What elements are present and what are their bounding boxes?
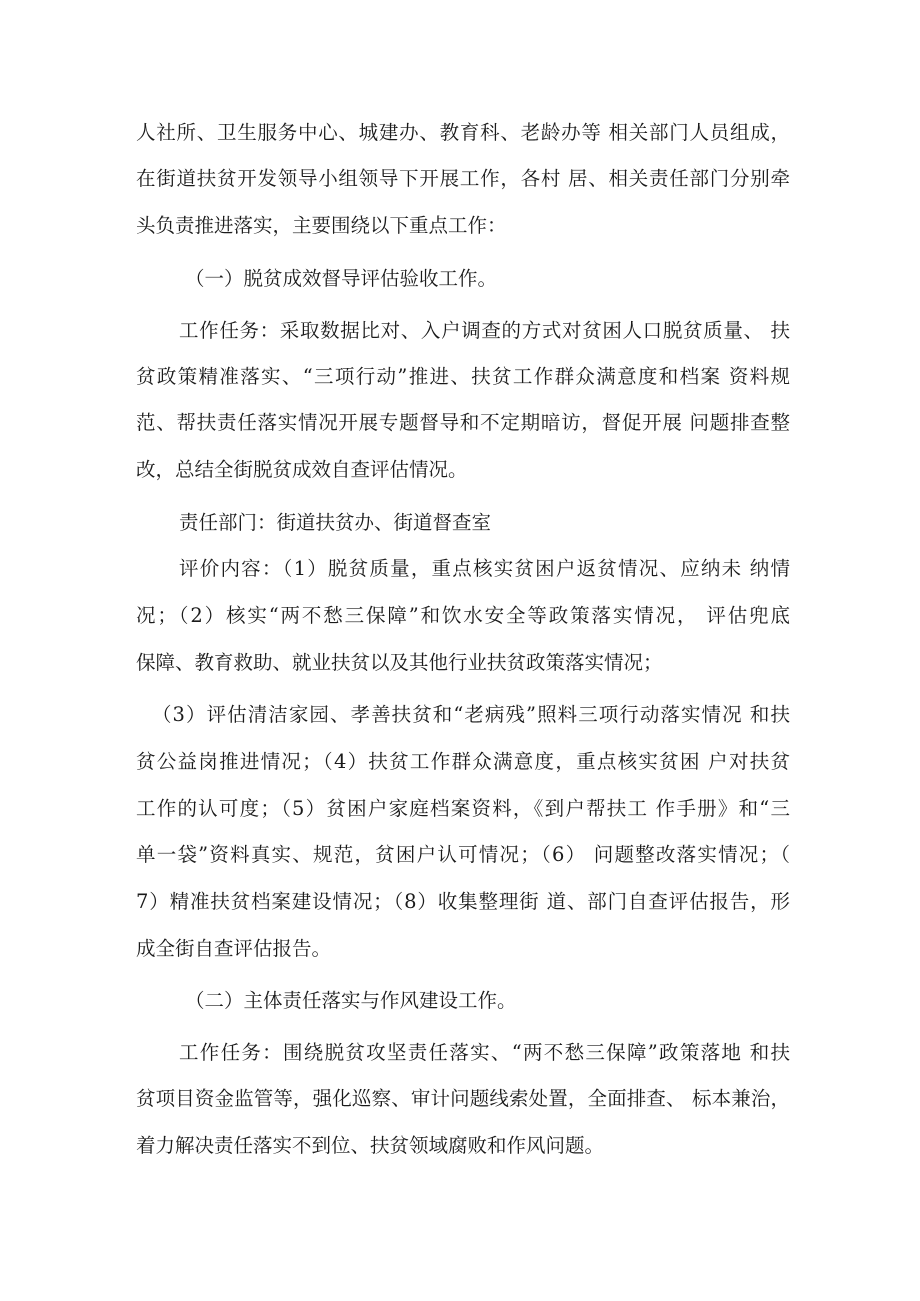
text-line: 责任部门：街道扶贫办、街道督查室 bbox=[179, 511, 492, 534]
text-line: 改，总结全街脱贫成效自查评估情况。 bbox=[136, 458, 468, 481]
text-line: 工作任务：围绕脱贫攻坚责任落实、“两不愁三保障”政策落地 和扶 bbox=[179, 1041, 790, 1064]
text-line: 范、帮扶责任落实情况开展专题督导和不定期暗访，督促开展 问题排查整 bbox=[136, 411, 790, 434]
text-line: （3）评估清洁家园、孝善扶贫和“老病残”照料三项行动落实情况 和扶 bbox=[152, 703, 790, 726]
text-line: 成全街自查评估报告。 bbox=[136, 937, 332, 960]
text-line: 贫政策精准落实、“三项行动”推进、扶贫工作群众满意度和档案 资料规 bbox=[136, 365, 790, 388]
text-line: 况；（2）核实“两不愁三保障”和饮水安全等政策落实情况， 评估兜底 bbox=[136, 604, 790, 627]
text-line: 贫项目资金监管等，强化巡察、审计问题线索处置，全面排查、 标本兼治， bbox=[136, 1087, 790, 1110]
text-line: 保障、教育救助、就业扶贫以及其他行业扶贫政策落实情况； bbox=[136, 651, 663, 674]
text-line: 贫公益岗推进情况；（4）扶贫工作群众满意度，重点核实贫困 户对扶贫 bbox=[136, 750, 790, 773]
section-heading: （一）脱贫成效督导评估验收工作。 bbox=[185, 267, 498, 290]
text-line: 单一袋”资料真实、规范，贫困户认可情况；（6） 问题整改落实情况；（ bbox=[136, 843, 790, 866]
text-line: 头负责推进落实，主要围绕以下重点工作： bbox=[136, 214, 507, 237]
section-heading: （二）主体责任落实与作风建设工作。 bbox=[185, 989, 517, 1012]
text-line: 工作的认可度；（5）贫困户家庭档案资料，《到户帮扶工 作手册》和“三 bbox=[136, 797, 790, 820]
text-line: 工作任务：采取数据比对、入户调查的方式对贫困人口脱贫质量、 扶 bbox=[179, 319, 790, 342]
text-line: 评价内容：（1）脱贫质量，重点核实贫困户返贫情况、应纳未 纳情 bbox=[179, 557, 790, 580]
text-line: 人社所、卫生服务中心、城建办、教育科、老龄办等 相关部门人员组成， bbox=[136, 121, 790, 144]
text-line: 着力解决责任落实不到位、扶贫领域腐败和作风问题。 bbox=[136, 1134, 605, 1157]
text-line: 7）精准扶贫档案建设情况；（8）收集整理街 道、部门自查评估报告，形 bbox=[136, 890, 790, 913]
text-line: 在街道扶贫开发领导小组领导下开展工作，各村 居、相关责任部门分别牵 bbox=[136, 167, 790, 190]
